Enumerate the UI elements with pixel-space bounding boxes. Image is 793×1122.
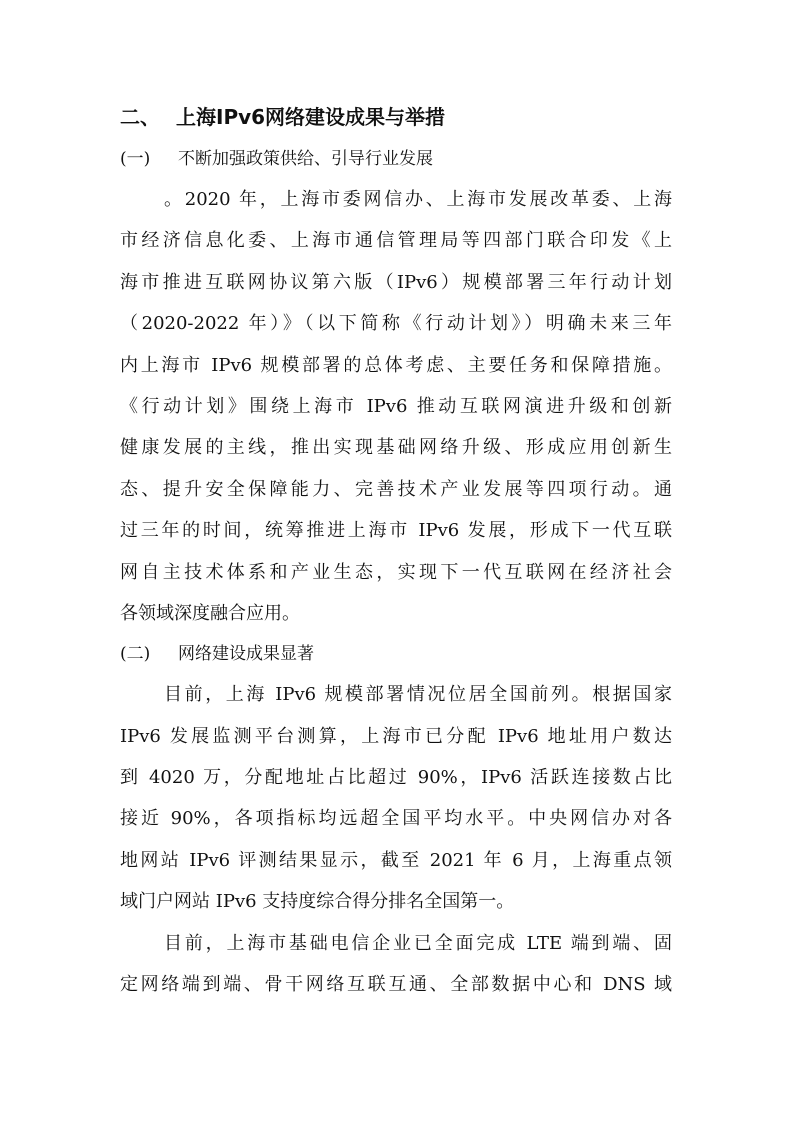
- paragraph-line: 接近 90%，各项指标均远超全国平均水平。中央网信办对各: [120, 808, 672, 830]
- paragraph-line: （2020-2022 年）》（以下简称《行动计划》）明确未来三年: [120, 313, 672, 335]
- paragraph: [120, 179, 672, 634]
- paragraph-line: 到 4020 万，分配地址占比超过 90%，IPv6 活跃连接数占比: [120, 767, 672, 789]
- paragraph-line: 过三年的时间，统筹推进上海市 IPv6 发展，形成下一代互联: [120, 520, 672, 542]
- paragraph-line: 。2020 年，上海市委网信办、上海市发展改革委、上海: [164, 189, 672, 210]
- paragraph-line: 态、提升安全保障能力、完善技术产业发展等四项行动。通: [120, 478, 672, 500]
- document-content: [120, 95, 672, 1005]
- paragraph-line: 内上海市 IPv6 规模部署的总体考虑、主要任务和保障措施。: [120, 354, 672, 376]
- section-title: 上海IPv6网络建设成果与举措: [176, 105, 446, 129]
- paragraph-line: 目前，上海 IPv6 规模部署情况位居全国前列。根据国家: [164, 684, 672, 706]
- subsection-number: (二): [120, 644, 151, 665]
- paragraph-line: 各领域深度融合应用。: [120, 602, 300, 624]
- paragraph-line: 《行动计划》围绕上海市 IPv6 推动互联网演进升级和创新: [120, 395, 672, 417]
- paragraph-line: 地网站 IPv6 评测结果显示，截至 2021 年 6 月，上海重点领: [120, 849, 672, 871]
- subsection-heading: [120, 634, 672, 674]
- paragraph-line: 健康发展的主线，推出实现基础网络升级、形成应用创新生: [120, 437, 672, 459]
- paragraph: [120, 923, 672, 1006]
- subsection-title: 网络建设成果显著: [178, 644, 314, 665]
- paragraph-line: 市经济信息化委、上海市通信管理局等四部门联合印发《上: [120, 230, 672, 252]
- paragraph-line: 域门户网站 IPv6 支持度综合得分排名全国第一。: [120, 891, 515, 913]
- subsection-title: 不断加强政策供给、引导行业发展: [178, 149, 433, 169]
- section-number: 二、: [120, 105, 160, 129]
- paragraph-line: IPv6 发展监测平台测算，上海市已分配 IPv6 地址用户数达: [120, 725, 672, 747]
- paragraph-line: 海市推进互联网协议第六版（IPv6）规模部署三年行动计划: [120, 271, 672, 293]
- paragraph: [120, 674, 672, 922]
- section-heading: [120, 95, 672, 139]
- paragraph-line: 定网络端到端、骨干网络互联互通、全部数据中心和 DNS 域: [120, 974, 672, 996]
- subsection-heading: [120, 139, 672, 179]
- paragraph-line: 网自主技术体系和产业生态，实现下一代互联网在经济社会: [120, 561, 672, 583]
- paragraph-line: 目前，上海市基础电信企业已全面完成 LTE 端到端、固: [164, 932, 672, 954]
- subsection-number: (一): [120, 149, 151, 169]
